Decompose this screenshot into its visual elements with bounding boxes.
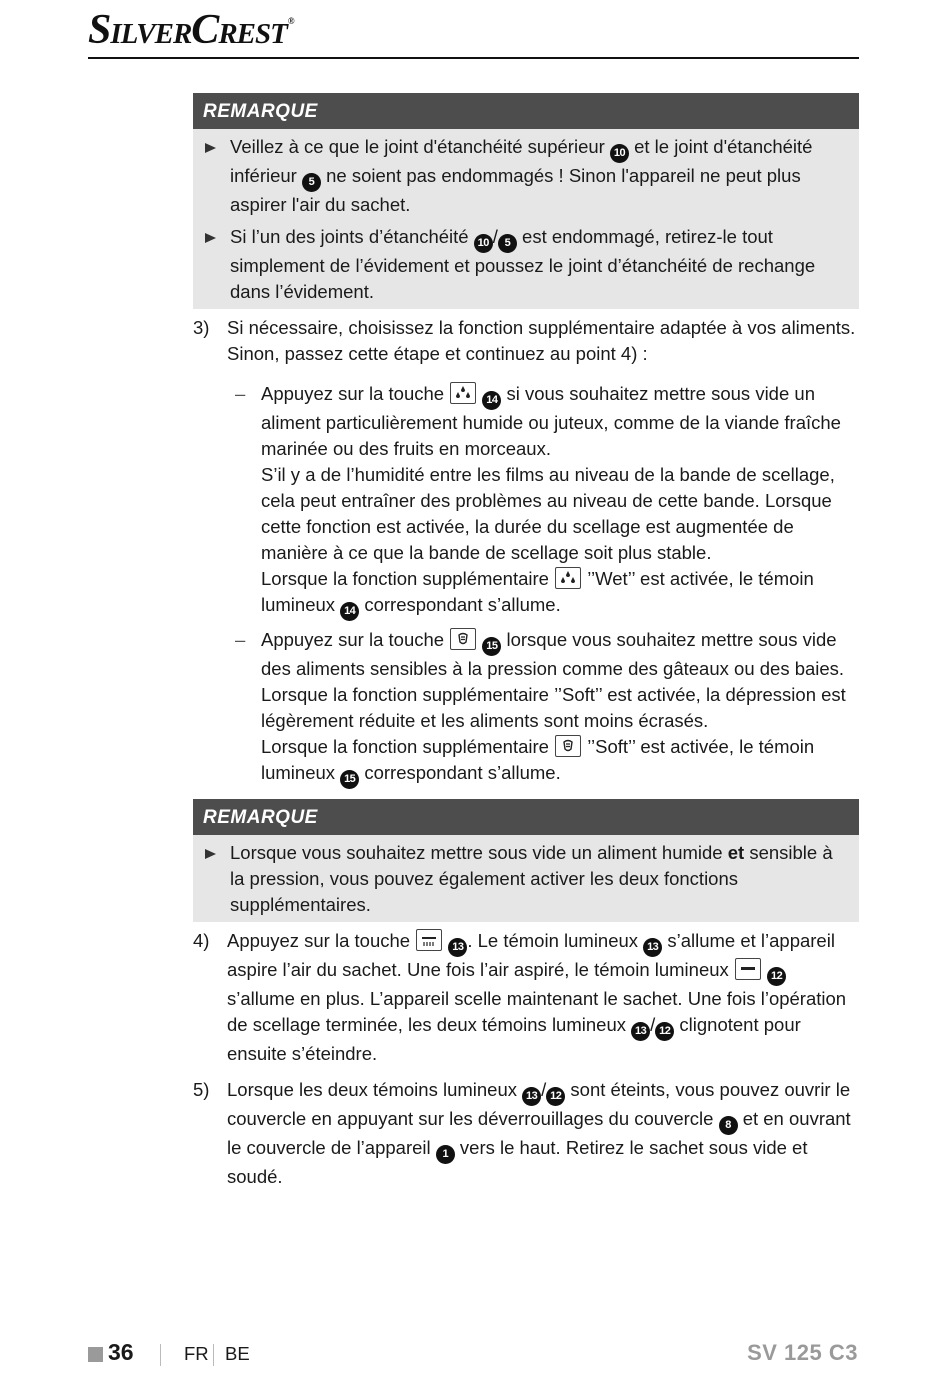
note-item: Si l’un des joints d’étanchéité 10 / 5 est endommagé, retirez-le tout simplement de l’évidement et poussez le joint d’étanchéité de rechange dans l’évidement. bbox=[193, 224, 851, 305]
step-5: 5) Lorsque les deux témoins lumineux 13 / 12 sont éteints, vous pouvez ouvrir le couvercle en appuyant sur les déverrouillages du couvercle 8 et en ouvrant le couvercle de l’appareil 1 vers le haut. Retirez le sachet sous vide et soudé. bbox=[193, 1079, 851, 1187]
triangle-bullet-icon bbox=[205, 849, 216, 859]
triangle-bullet-icon bbox=[205, 233, 216, 243]
soft-key-icon bbox=[450, 628, 476, 650]
footer-divider bbox=[160, 1344, 161, 1366]
footer-divider bbox=[213, 1344, 214, 1366]
header-rule bbox=[88, 57, 859, 59]
ref-number: 13 bbox=[631, 1022, 650, 1041]
ref-number: 15 bbox=[340, 770, 359, 789]
step-number: 5) bbox=[193, 1079, 210, 1100]
soft-key-icon bbox=[555, 735, 581, 757]
vacuum-seal-key-icon bbox=[416, 929, 442, 951]
note-title: REMARQUE bbox=[193, 799, 859, 835]
step-4: 4) Appuyez sur la touche 13 . Le témoin lumineux 13 s’allume et l’appareil aspire l’air du sachet. Une fois l’air aspiré, le témoin lumineux 12 s’allume en plus. L’appareil scelle maintenant le sachet. Une fois l’opération de scellage terminée, les deux témoins lumineux 13 / 12 clignotent pour ensuite s’éteindre. bbox=[193, 930, 847, 1064]
ref-number: 8 bbox=[719, 1116, 738, 1135]
ref-number: 15 bbox=[482, 637, 501, 656]
ref-number: 13 bbox=[522, 1087, 541, 1106]
ref-number: 10 bbox=[474, 234, 493, 253]
ref-number: 5 bbox=[302, 173, 321, 192]
ref-number: 5 bbox=[498, 234, 517, 253]
language-be: BE bbox=[225, 1343, 250, 1364]
note-item: Lorsque vous souhaitez mettre sous vide un aliment humide et sensible à la pression, vous pouvez également activer les deux fonctions supplémentaires. bbox=[193, 840, 851, 918]
step-text: Si nécessaire, choisissez la fonction supplémentaire adaptée à vos aliments. Sinon, passez cette étape et continuez au point 4) : bbox=[227, 317, 856, 364]
page-number: 36 bbox=[108, 1339, 134, 1365]
language-fr: FR bbox=[184, 1343, 209, 1364]
note-item: Veillez à ce que le joint d'étanchéité supérieur 10 et le joint d'étanchéité inférieur 5 ne soient pas endommagés ! Sinon l'appareil ne peut plus aspirer l'air du sachet. bbox=[193, 134, 851, 218]
wet-key-icon bbox=[450, 382, 476, 404]
ref-number: 13 bbox=[448, 938, 467, 957]
ref-number: 14 bbox=[482, 391, 501, 410]
step-number: 4) bbox=[193, 930, 210, 951]
note-box bbox=[193, 93, 859, 309]
dash-item-soft: – Appuyez sur la touche 15 lorsque vous souhaitez mettre sous vide des aliments sensibles à la pression comme des gâteaux ou des baies. Lorsque la fonction supplémentaire ’’Soft’’ est activée, la dépression est légèrement réduite et les aliments sont moins écrasés. Lorsque la fonction supplémentaire ’’Soft’’ est activée, le témoin lumineux 15 correspondant s’allume. bbox=[227, 627, 859, 789]
page-content bbox=[193, 93, 859, 1200]
ref-number: 12 bbox=[767, 967, 786, 986]
ref-number: 12 bbox=[655, 1022, 674, 1041]
note-title: REMARQUE bbox=[193, 93, 859, 129]
model-number: SV 125 C3 bbox=[747, 1340, 858, 1365]
ref-number: 14 bbox=[340, 602, 359, 621]
wet-key-icon bbox=[555, 567, 581, 589]
ref-number: 13 bbox=[643, 938, 662, 957]
triangle-bullet-icon bbox=[205, 143, 216, 153]
footer-marker bbox=[88, 1347, 103, 1362]
brand-logo: SilverCrest® bbox=[88, 7, 294, 53]
ref-number: 12 bbox=[546, 1087, 565, 1106]
ref-number: 10 bbox=[610, 144, 629, 163]
step-3 bbox=[193, 315, 859, 789]
step-number: 3) bbox=[193, 317, 210, 338]
note-box bbox=[193, 799, 859, 922]
dash-item-wet: – Appuyez sur la touche 14 si vous souhaitez mettre sous vide un aliment particulièrement humide ou juteux, comme de la viande fraîche marinée ou des fruits en morceaux. S’il y a de l’humidité entre les films au niveau de la bande de scellage, cela peut entraîner des problèmes au niveau de cette bande. Lorsque cette fonction est activée, la durée du scellage est augmentée de manière à ce que la bande de scellage soit plus stable. Lorsque la fonction supplémentaire ’’Wet’’ est activée, le témoin lumineux 14 correspondant s’allume. bbox=[227, 381, 859, 621]
seal-key-icon bbox=[735, 958, 761, 980]
ref-number: 1 bbox=[436, 1145, 455, 1164]
